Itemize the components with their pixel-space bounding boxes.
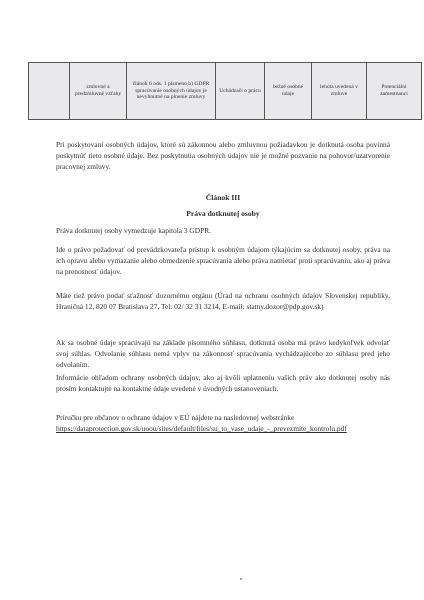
table-cell-empty [29,63,70,120]
paragraph-obligation: Pri poskytovaní osobných údajov, ktoré sú zákonnou alebo zmluvnou požiadavkou je dotknutá osoba povinná poskytnúť tieto osobné údaje. Bez poskytnutia osobných údajov nie je možné pozvanie na pohovor/uzatvorenie pracovnej zmluvy. [56,140,390,172]
table-cell-retention: lehota uvedená v zmluve [312,63,367,120]
table-row [29,63,422,120]
paragraph-handbook [56,412,390,434]
processing-table [28,62,422,120]
table-cell-legal-basis: článok 6 ods. 1 písmeno b) GDPR spracúvanie osobných údajov je nevyhnutné na plnenie zmluvy [127,63,216,120]
table-cell-purpose: zmluvné a predzmluvné vzťahy [70,63,127,120]
article-subtitle: Práva dotknutej osoby [186,209,260,218]
table-cell-data-category: bežné osobné údaje [265,63,312,120]
paragraph-consent: Ak sa osobné údaje spracúvajú na základe písomného súhlasu, dotknutá osoba má právo kedykoľvek odvolať svoj súhlas. Odvolanie súhlasu nemá vplyv na zákonnosť spracúvania vychádzajúceho zo súhlasu pred jeho odvolaním. [56,338,390,370]
paragraph-complaint: Máte tiež právo podať sťažnosť dozornému orgánu (Úrad na ochranu osobných údajov Slovenskej republiky, Hraničná 12, 820 07 Bratislava 27, Tel: 02/ 32 31 3214, E-mail: statny.dozor@pdp.gov.sk) [56,291,390,312]
scan-dot [240,578,242,580]
paragraph-rights-list: Ide o právo požadovať od prevádzkovateľa prístup k osobným údajom týkajúcim sa dotknutej osoby, práva na ich opravu alebo vymazanie alebo obmedzenie spracúvania alebo práva namietať proti spracúvaniu, ako aj práva na prenosnosť údajov. [56,245,390,277]
handbook-link[interactable]: https://dataprotection.gov.sk/uoou/sites/default/files/su_to_vase_udaje_-_prevezmite_kontrolu.pdf [56,424,347,434]
table-cell-recipients: Potenciálni zamestnanci [367,63,422,120]
paragraph-rights-intro: Práva dotknutej osoby vymedzuje kapitola 3 GDPR. [56,226,211,235]
paragraph-contact: Informácie ohľadom ochrany osobných údajov, ako aj kvôli uplatneniu vašich práv ako dotknutej osoby nás prosím kontaktujte na kontaktné údaje uvedené v úvodných ustanoveniach. [56,373,390,394]
article-title: Článok III [205,193,241,202]
handbook-text: Príručku pre občanov o ochrane údajov v EÚ nájdete na nasledovnej webstránke [56,413,295,422]
table-cell-subjects: Uchádzači o prácu [216,63,265,120]
